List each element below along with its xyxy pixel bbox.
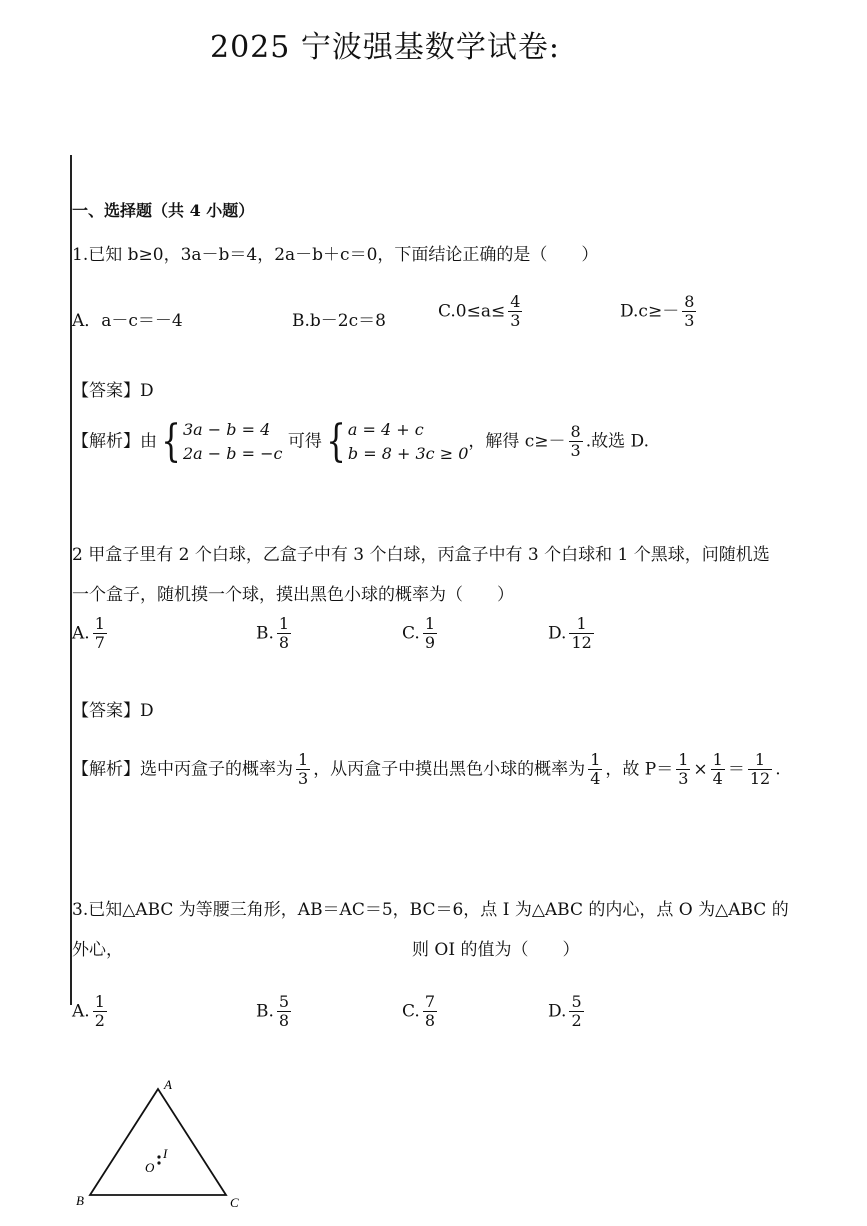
analysis-text: ，解得 c≥－ [468,431,566,452]
fraction-denominator: 3 [510,310,521,330]
fraction-numerator: 8 [570,422,581,442]
fraction-denominator: 3 [678,768,689,788]
option-label: B. [256,1001,274,1022]
label-c: C [230,1195,239,1210]
analysis-fraction [748,752,772,788]
fraction-numerator: 1 [590,750,601,769]
q1-option-c-fraction [508,294,522,330]
option-label: A. [72,623,90,644]
option-label: A. [72,1001,90,1022]
q3-stem-line1: 3.已知△ABC 为等腰三角形，AB＝AC＝5，BC＝6，点 I 为△ABC 的内心，点 O 为△ABC 的 [72,900,789,920]
fraction-numerator: 8 [684,292,695,311]
q1-option-d-fraction [682,294,696,330]
analysis-tag: 【解析】 [72,759,140,780]
option-fraction [569,994,583,1030]
option-label: D. [548,623,567,644]
fraction-denominator: 2 [571,1010,582,1030]
fraction-denominator: 12 [749,768,771,788]
fraction-denominator: 3 [684,310,695,330]
fraction-numerator: 1 [298,750,309,769]
equation-system-2 [348,418,468,466]
answer-tag: 【答案】 [72,701,140,721]
option-label: D. [548,1001,567,1022]
q2-analysis [72,752,781,788]
answer-tag: 【答案】 [72,381,140,401]
fraction-numerator: 1 [712,750,723,769]
fraction-denominator: 3 [570,441,581,460]
equation-line: 2a − b = −c [183,444,283,463]
fraction-denominator: 4 [590,768,601,788]
analysis-fraction [588,752,602,788]
fraction-numerator: 1 [754,750,766,769]
analysis-tag: 【解析】 [72,431,140,452]
equation-line: 3a − b = 4 [183,420,271,439]
point-o [157,1161,160,1164]
page-title: 2025 宁波强基数学试卷: [210,30,560,65]
fraction-denominator: 3 [298,768,309,788]
analysis-text: ，从丙盒子中摸出黑色小球的概率为 [313,759,586,780]
triangle-figure [70,1075,260,1215]
section-heading: 一、选择题（共 4 小题） [72,201,255,220]
q1-option-d-prefix: D.c≥－ [620,301,680,322]
q2-option-c [402,616,440,652]
option-label: C. [402,1001,420,1022]
option-label: C. [402,623,420,644]
fraction-denominator: 8 [278,632,290,652]
q3-stem-line2b: 则 OI 的值为（ ） [412,940,580,960]
q2-answer [72,696,154,721]
analysis-text: ，故 P＝ [605,759,674,780]
fraction-denominator: 8 [424,1010,435,1030]
q1-option-b: B.b－2c＝8 [292,311,386,331]
q2-stem-line1: 2 甲盒子里有 2 个白球，乙盒子中有 3 个白球，丙盒子中有 3 个白球和 1 个黑球，问随机选 [72,545,770,565]
left-brace-icon: { [161,416,181,467]
q3-option-c [402,994,440,1030]
analysis-text: .故选 D. [585,431,649,452]
times-sign: × [693,759,708,780]
option-fraction [423,616,437,652]
analysis-fraction [569,424,583,460]
option-label: B. [256,623,274,644]
fraction-numerator: 1 [424,614,435,633]
q2-stem-line2: 一个盒子，随机摸一个球，摸出黑色小球的概率为（ ） [72,585,514,605]
fraction-denominator: 8 [278,1010,290,1030]
fraction-denominator: 2 [94,1010,105,1030]
answer-value: D [140,701,154,721]
q2-option-d [548,616,597,652]
analysis-fraction [676,752,690,788]
left-brace-icon: { [326,416,346,467]
fraction-numerator: 1 [278,614,290,633]
q3-option-d [548,994,587,1030]
fraction-numerator: 1 [678,750,689,769]
fraction-denominator: 12 [571,632,592,652]
fraction-denominator: 4 [712,768,723,788]
q1-analysis [72,418,649,466]
fraction-denominator: 9 [424,632,435,652]
fraction-numerator: 5 [571,992,582,1011]
point-i [157,1155,160,1158]
analysis-text: 选中丙盒子的概率为 [140,759,293,780]
fraction-numerator: 5 [278,992,290,1011]
option-fraction [277,616,291,652]
q3-option-b [256,994,294,1030]
label-a: A [164,1077,172,1092]
analysis-text: 可得 [287,431,322,452]
analysis-text: 由 [140,431,157,452]
triangle-abc [90,1089,226,1195]
answer-value: D [140,381,154,401]
q1-option-c [438,294,525,330]
q2-option-b [256,616,294,652]
q1-stem: 1.已知 b≥0，3a－b＝4，2a－b＋c＝0，下面结论正确的是（ ） [72,245,599,265]
q3-option-a [72,994,110,1030]
label-o: O [145,1160,155,1175]
equals-sign: ＝ [727,759,745,780]
equation-system-1 [183,418,282,466]
q1-option-d [620,294,699,330]
q3-stem-line2a: 外心， [72,940,123,960]
fraction-numerator: 1 [94,614,105,633]
fraction-numerator: 4 [510,292,521,311]
label-i: I [163,1146,168,1161]
equation-line: b = 8 + 3c ≥ 0 [347,444,469,463]
q1-option-a: A．a－c＝－4 [72,311,183,331]
q1-option-c-prefix: C.0≤a≤ [438,301,506,322]
q2-option-a [72,616,110,652]
option-fraction [93,616,107,652]
fraction-numerator: 1 [94,992,105,1011]
equation-line: a = 4 + c [347,420,424,439]
fraction-denominator: 7 [94,632,105,652]
analysis-fraction [296,752,310,788]
option-fraction [423,994,437,1030]
analysis-fraction [711,752,725,788]
option-fraction [569,616,593,652]
option-fraction [93,994,107,1030]
analysis-text: . [775,759,781,780]
label-b: B [76,1193,84,1208]
fraction-numerator: 1 [576,614,587,633]
fraction-numerator: 7 [424,992,435,1011]
option-fraction [277,994,291,1030]
q1-answer [72,376,154,401]
